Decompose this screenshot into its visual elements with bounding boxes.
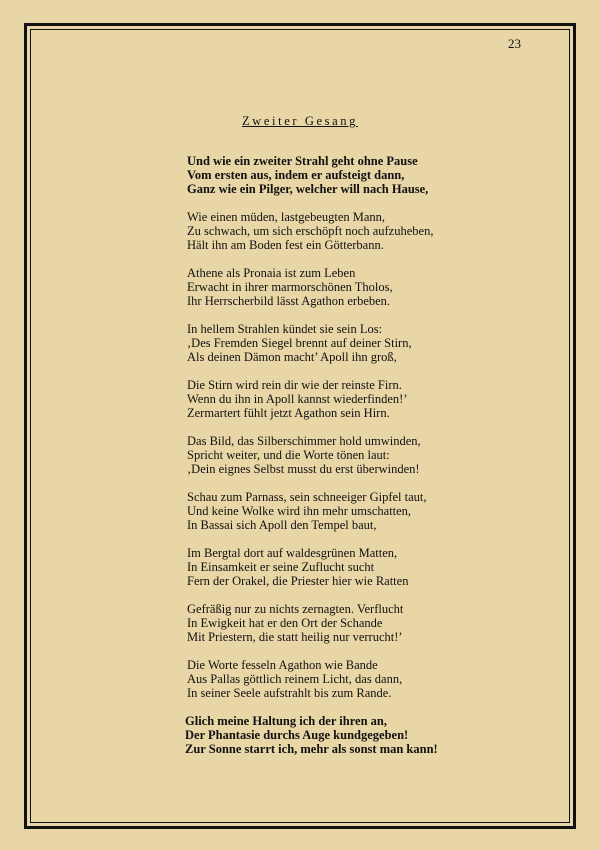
poem-line: Mit Priestern, die statt heilig nur verrucht!’	[187, 630, 403, 644]
poem-line: Aus Pallas göttlich reinem Licht, das dann,	[187, 672, 403, 686]
poem-line: Ganz wie ein Pilger, welcher will nach Hause,	[187, 182, 429, 196]
poem-body	[187, 154, 467, 770]
poem-line: Athene als Pronaia ist zum Leben	[187, 266, 356, 280]
poem-line: Die Worte fesseln Agathon wie Bande	[187, 658, 378, 672]
poem-line: Glich meine Haltung ich der ihren an,	[185, 714, 387, 728]
stanza	[187, 658, 467, 700]
stanza	[187, 154, 467, 196]
poem-line: In Bassai sich Apoll den Tempel baut,	[187, 518, 377, 532]
stanza	[187, 714, 467, 756]
poem-line: Wenn du ihn in Apoll kannst wiederfinden!’	[187, 392, 408, 406]
stanza	[187, 266, 467, 308]
poem-line: Fern der Orakel, die Priester hier wie Ratten	[187, 574, 409, 588]
poem-line: Ihr Herrscherbild lässt Agathon erbeben.	[187, 294, 391, 308]
poem-line: In Einsamkeit er seine Zuflucht sucht	[187, 560, 375, 574]
stanza	[187, 546, 467, 588]
poem-line: Schau zum Parnass, sein schneeiger Gipfel taut,	[187, 490, 427, 504]
poem-line: In seiner Seele aufstrahlt bis zum Rande.	[187, 686, 392, 700]
canto-title: Zweiter Gesang	[242, 114, 358, 128]
stanza	[187, 322, 467, 364]
poem-line: Vom ersten aus, indem er aufsteigt dann,	[187, 168, 405, 182]
page-number: 23	[508, 36, 521, 51]
poem-line: Wie einen müden, lastgebeugten Mann,	[187, 210, 386, 224]
poem-line: Der Phantasie durchs Auge kundgegeben!	[185, 728, 409, 742]
poem-line: Die Stirn wird rein dir wie der reinste Firn.	[187, 378, 402, 392]
poem-line: Im Bergtal dort auf waldesgrünen Matten,	[187, 546, 398, 560]
poem-line: Das Bild, das Silberschimmer hold umwinden,	[187, 434, 421, 448]
poem-line: Und keine Wolke wird ihn mehr umschatten,	[187, 504, 412, 518]
stanza	[187, 490, 467, 532]
poem-line: ‚Dein eignes Selbst musst du erst überwinden!	[187, 462, 420, 476]
stanza	[187, 210, 467, 252]
poem-line: Und wie ein zweiter Strahl geht ohne Pause	[187, 154, 418, 168]
poem-line: Erwacht in ihrer marmorschönen Tholos,	[187, 280, 393, 294]
poem-line: In hellem Strahlen kündet sie sein Los:	[187, 322, 383, 336]
stanza	[187, 378, 467, 420]
stanza	[187, 602, 467, 644]
stanza	[187, 434, 467, 476]
poem-line: Zur Sonne starrt ich, mehr als sonst man kann!	[185, 742, 438, 756]
poem-line: ‚Des Fremden Siegel brennt auf deiner Stirn,	[187, 336, 412, 350]
poem-line: Hält ihn am Boden fest ein Götterbann.	[187, 238, 384, 252]
poem-line: In Ewigkeit hat er den Ort der Schande	[187, 616, 383, 630]
poem-line: Gefräßig nur zu nichts zernagten. Verflucht	[187, 602, 404, 616]
poem-line: Zu schwach, um sich erschöpft noch aufzuheben,	[187, 224, 434, 238]
poem-line: Zermartert fühlt jetzt Agathon sein Hirn.	[187, 406, 390, 420]
poem-line: Spricht weiter, und die Worte tönen laut:	[187, 448, 390, 462]
poem-line: Als deinen Dämon macht’ Apoll ihn groß,	[187, 350, 397, 364]
